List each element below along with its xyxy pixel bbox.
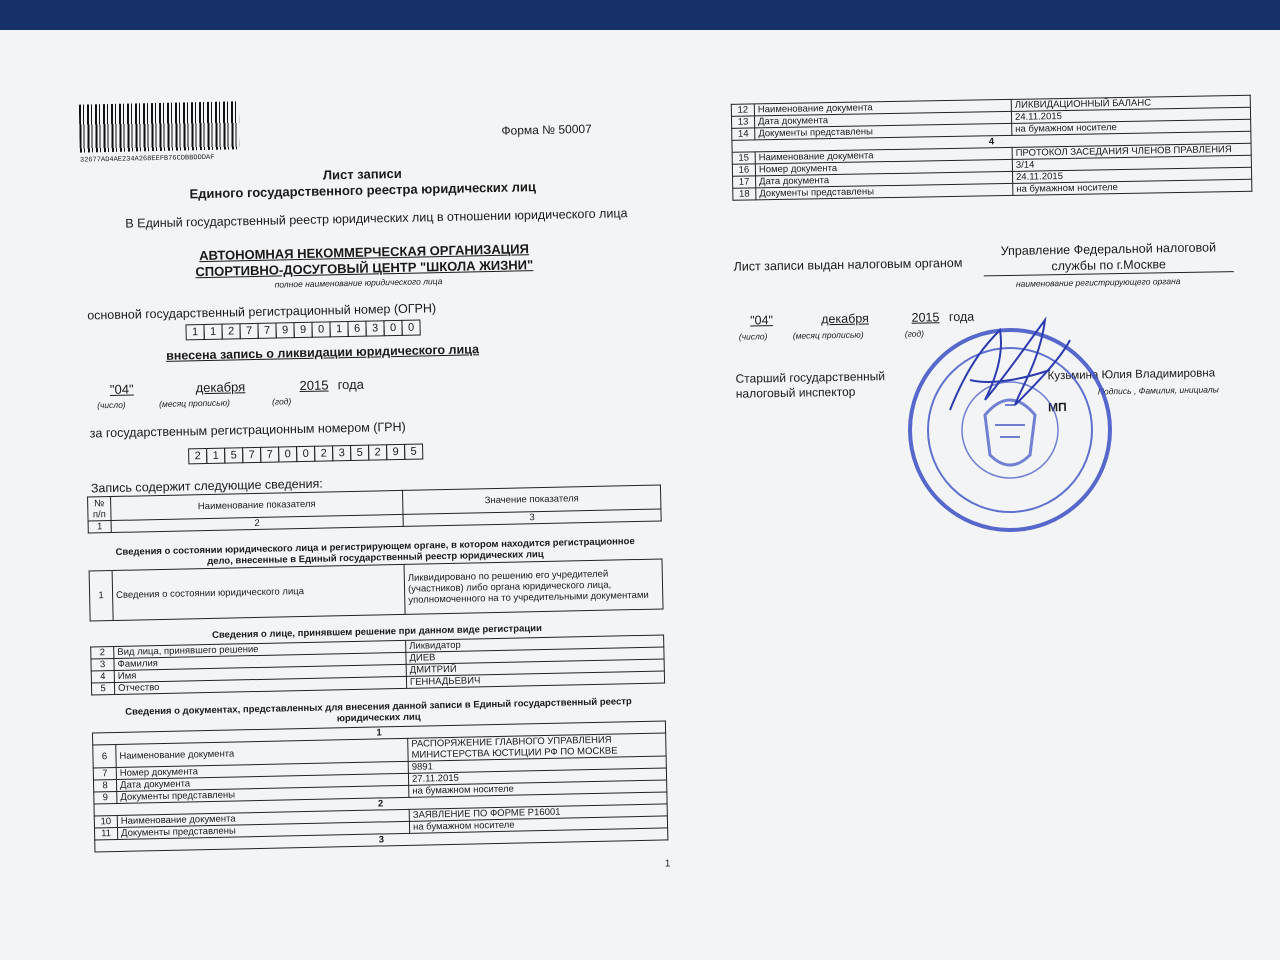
digit-cell: 0 <box>401 320 420 336</box>
right-documents-table <box>731 95 1253 201</box>
table-cell: Номер документа <box>116 761 408 779</box>
date-year-word: года <box>337 376 365 393</box>
table-cell: 2 <box>91 647 114 659</box>
table-cell: 14 <box>732 128 755 140</box>
digit-cell: 3 <box>332 445 351 461</box>
table-cell: 2 <box>111 514 403 532</box>
table-cell: Наименование документа <box>117 809 409 827</box>
table-cell: 15 <box>732 152 755 164</box>
digit-cell: 9 <box>386 444 405 460</box>
barcode <box>79 101 240 152</box>
table-cell: на бумажном носителе <box>1013 179 1252 195</box>
section-state-heading: Сведения о состоянии юридического лица и регистрирующем органе, в котором находится регистрационное дело, внесенные в Единый государственный реестр юридических лиц <box>115 536 635 568</box>
col-number: № п/п <box>88 497 111 521</box>
state-table <box>89 558 664 621</box>
group-number: 1 <box>92 721 665 745</box>
digit-cell: 5 <box>350 445 369 461</box>
digit-cell: 0 <box>383 320 402 336</box>
table-cell: 7 <box>93 767 116 779</box>
digit-cell: 3 <box>365 320 384 336</box>
date-month: декабря <box>195 379 246 396</box>
table-cell: Наименование документа <box>116 738 408 767</box>
digit-cell: 6 <box>347 321 366 337</box>
documents-table <box>92 720 668 852</box>
authority-line1: Управление Федеральной налоговой <box>1000 240 1217 259</box>
date-year: 2015 <box>299 377 329 394</box>
title-line1: Лист записи <box>322 165 402 183</box>
digit-cell: 1 <box>203 324 222 340</box>
issue-month: декабря <box>821 311 869 327</box>
digit-cell: 7 <box>260 446 279 462</box>
inspector-title <box>735 369 885 402</box>
digit-cell: 5 <box>404 443 423 459</box>
table-cell: ПРОТОКОЛ ЗАСЕДАНИЯ ЧЛЕНОВ ПРАВЛЕНИЯ <box>1012 143 1251 159</box>
table-cell: 24.11.2015 <box>1012 167 1251 183</box>
ogrn-digits <box>185 320 419 341</box>
digit-cell: 7 <box>257 323 276 339</box>
authority-caption: наименование регистрирующего органа <box>1015 275 1181 289</box>
digit-cell: 0 <box>296 446 315 462</box>
cap-month: (месяц прописью) <box>159 397 230 409</box>
table-cell: Дата документа <box>116 773 408 791</box>
person-table <box>90 634 665 695</box>
signature <box>930 300 1090 450</box>
table-cell: 18 <box>733 188 756 200</box>
issued-label: Лист записи выдан налоговым органом <box>733 255 963 274</box>
inspector-line1: Старший государственный <box>735 369 886 386</box>
intro-text: В Единый государственный реестр юридических лиц в отношении юридического лица <box>125 206 628 231</box>
inspector-line2: налоговый инспектор <box>735 384 856 401</box>
table-cell: Документы представлены <box>117 785 409 803</box>
left-page <box>60 52 687 895</box>
table-cell: Документы представлены <box>755 123 1012 139</box>
grn-digits <box>188 444 422 465</box>
issue-cap-day: (число) <box>738 331 768 342</box>
table-cell: на бумажном носителе <box>409 780 667 797</box>
digit-cell: 1 <box>329 321 348 337</box>
table-cell: 17 <box>733 176 756 188</box>
title-line2: Единого государственного реестра юридических лиц <box>189 179 537 202</box>
table-cell: 1 <box>88 521 111 533</box>
table-cell: 10 <box>94 815 117 827</box>
cap-year: (год) <box>271 396 292 407</box>
table-cell: Дата документа <box>754 111 1011 127</box>
contains-label: Запись содержит следующие сведения: <box>90 476 323 496</box>
authority <box>983 239 1234 276</box>
table-cell: 11 <box>94 827 117 839</box>
table-cell: на бумажном носителе <box>1012 119 1251 135</box>
table-cell: 9 <box>94 791 117 803</box>
table-cell: Сведения о состоянии юридического лица <box>112 564 405 620</box>
grn-label: за государственным регистрационным номером (ГРН) <box>89 419 406 441</box>
table-cell: 27.11.2015 <box>408 768 666 785</box>
table-cell: 8 <box>93 779 116 791</box>
col-value: Значение показателя <box>402 485 660 514</box>
form-number: Форма № 50007 <box>501 121 592 138</box>
section-person-heading: Сведения о лице, принявшем решение при данном виде регистрации <box>211 623 542 641</box>
issue-cap-year: (год) <box>904 328 925 339</box>
inspector-name: Кузьмина Юлия Владимировна <box>1047 367 1216 383</box>
table-cell: Имя <box>114 664 406 682</box>
table-cell: 3 <box>403 509 661 526</box>
group-number: 4 <box>732 131 1251 152</box>
table-cell: РАСПОРЯЖЕНИЕ ГЛАВНОГО УПРАВЛЕНИЯ МИНИСТЕРСТВА ЮСТИЦИИ РФ ПО МОСКВЕ <box>408 733 666 761</box>
digit-cell: 2 <box>368 444 387 460</box>
org-line1: АВТОНОМНАЯ НЕКОММЕРЧЕСКАЯ ОРГАНИЗАЦИЯ <box>198 241 530 264</box>
barcode-code: 32677AD4AE234A268EEFB76CDBBDDDAF <box>79 153 215 165</box>
table-cell: Документы представлены <box>756 183 1013 199</box>
digit-cell: 1 <box>206 448 225 464</box>
cap-day: (число) <box>97 399 126 411</box>
digit-cell: 7 <box>239 323 258 339</box>
table-cell: ДМИТРИЙ <box>406 659 664 676</box>
table-cell: 16 <box>732 164 755 176</box>
ogrn-label: основной государственный регистрационный номер (ОГРН) <box>87 301 437 323</box>
table-cell: ДИЕВ <box>406 647 664 664</box>
table-cell: 24.11.2015 <box>1011 107 1250 123</box>
table-cell: Наименование документа <box>755 147 1012 163</box>
group-number: 2 <box>94 792 667 816</box>
org-line2: СПОРТИВНО-ДОСУГОВЫЙ ЦЕНТР "ШКОЛА ЖИЗНИ" <box>195 257 534 280</box>
table-cell: Ликвидировано по решению его учредителей (участников) либо органа юридического лица, уполномоченного на то учредительными документами <box>404 559 663 614</box>
authority-line2: службы по г.Москве <box>1051 257 1166 274</box>
group-number: 3 <box>95 828 668 852</box>
digit-cell: 9 <box>293 322 312 338</box>
digit-cell: 0 <box>278 446 297 462</box>
table-cell: 3/14 <box>1012 155 1251 171</box>
table-cell: Номер документа <box>755 159 1012 175</box>
table-cell: 5 <box>91 682 114 694</box>
digit-cell: 7 <box>242 447 261 463</box>
table-cell: ЗАЯВЛЕНИЕ ПО ФОРМЕ Р16001 <box>409 804 667 821</box>
table-cell: Вид лица, принявшего решение <box>114 640 406 658</box>
signature-caption: Подпись , Фамилия, инициалы <box>1097 384 1219 397</box>
org-caption: полное наименование юридического лица <box>274 276 443 290</box>
date-day: "04" <box>109 381 134 398</box>
digit-cell: 0 <box>311 321 330 337</box>
issue-year: 2015 <box>911 310 940 325</box>
table-cell: Наименование документа <box>754 99 1011 115</box>
table-cell: Фамилия <box>114 652 406 670</box>
table-cell: 12 <box>731 104 754 116</box>
col-name: Наименование показателя <box>111 490 403 520</box>
digit-cell: 5 <box>224 447 243 463</box>
organization-name <box>64 238 665 283</box>
table-cell: Документы представлены <box>117 821 409 839</box>
digit-cell: 1 <box>185 324 204 340</box>
issue-day: "04" <box>750 313 774 328</box>
table-cell: 1 <box>89 571 113 621</box>
issue-cap-month: (месяц прописью) <box>792 329 864 341</box>
table-cell: Ликвидатор <box>406 635 664 652</box>
table-cell: 3 <box>91 659 114 671</box>
table-cell: 9891 <box>408 756 666 773</box>
entry-text: внесена запись о ликвидации юридического лица <box>165 342 480 363</box>
table-cell: Отчество <box>114 676 406 694</box>
table-cell: ГЕННАДЬЕВИЧ <box>406 671 664 688</box>
page-number: 1 <box>664 858 671 870</box>
issue-year-word: года <box>948 309 975 325</box>
digit-cell: 2 <box>221 323 240 339</box>
section-documents-heading: Сведения о документах, представленных для внесения данной записи в Единый государственный реестр юридических лиц <box>125 696 632 725</box>
table-cell: 13 <box>731 116 754 128</box>
table-cell: 4 <box>91 670 114 682</box>
digit-cell: 9 <box>275 322 294 338</box>
mp-label: МП <box>1047 400 1067 415</box>
entry-date <box>97 377 364 398</box>
table-cell: Дата документа <box>756 171 1013 187</box>
digit-cell: 2 <box>314 445 333 461</box>
digit-cell: 2 <box>188 448 207 464</box>
table-cell: 6 <box>93 744 116 767</box>
table-cell: ЛИКВИДАЦИОННЫЙ БАЛАНС <box>1011 95 1250 111</box>
table-cell: на бумажном носителе <box>409 816 667 833</box>
